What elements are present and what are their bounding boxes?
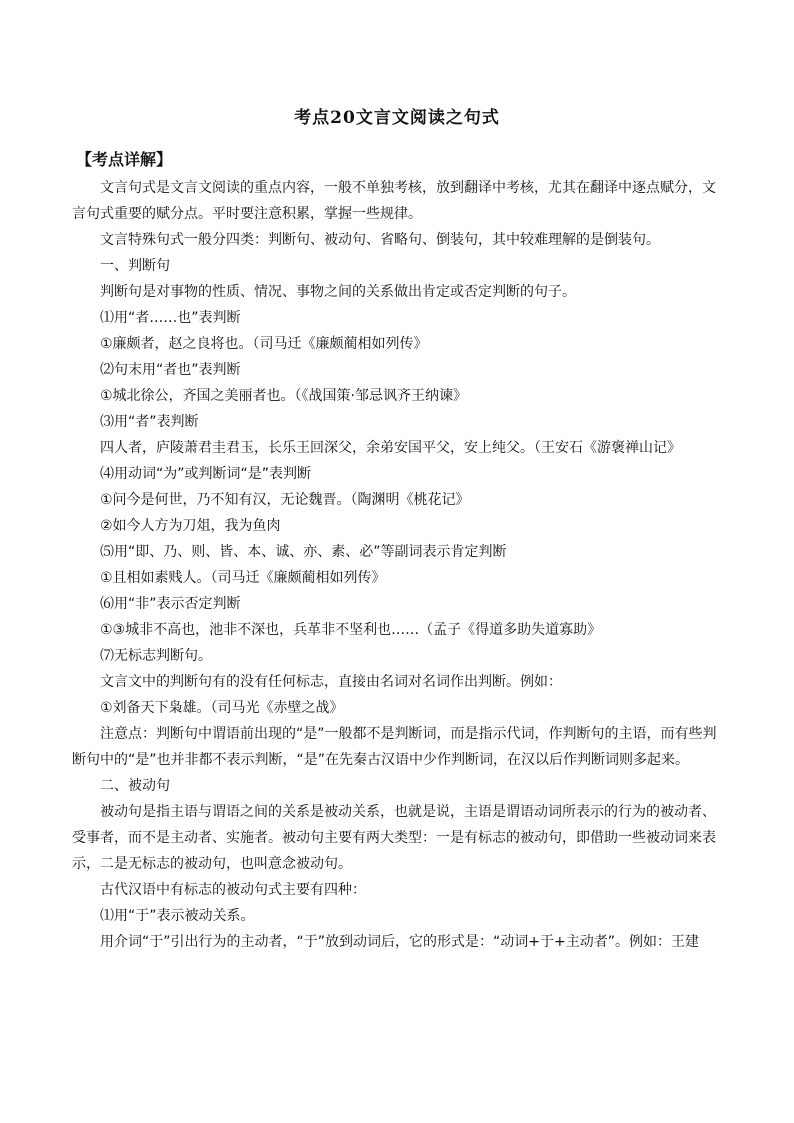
paragraph: ⑷用动词“为”或判断词“是”表判断	[100, 466, 312, 482]
paragraph: ⑸用“即、乃、则、皆、本、诚、亦、素、必”等副词表示肯定判断	[100, 544, 507, 560]
paragraph: 文言句式是文言文阅读的重点内容，一般不单独考核，放到翻译中考核，尤其在翻译中逐点赋分，文言句式重要的赋分点。平时要注意积累，掌握一些规律。	[72, 180, 716, 222]
paragraph: ⑵句末用“者也”表判断	[100, 362, 241, 378]
paragraph: ①③城非不高也，池非不深也，兵革非不坚利也……（孟子《得道多助失道寡助》	[100, 622, 602, 638]
paragraph: ⑺无标志判断句。	[100, 648, 212, 664]
page-title: 考点20文言文阅读之句式	[294, 108, 500, 128]
paragraph: 一、判断句	[100, 258, 170, 274]
paragraph: 用介词“于”引出行为的主动者，“于”放到动词后，它的形式是：“动词+于+主动者”。例如：王建	[100, 934, 699, 950]
paragraph: 古代汉语中有标志的被动句式主要有四种：	[100, 882, 366, 898]
paragraph: 文言文中的判断句有的没有任何标志，直接由名词对名词作出判断。例如：	[100, 674, 562, 690]
paragraph: 四人者，庐陵萧君圭君玉，长乐王回深父，余弟安国平父，安上纯父。（王安石《游褒禅山记》	[100, 440, 681, 456]
body-content	[72, 175, 724, 955]
paragraph: 判断句是对事物的性质、情况、事物之间的关系做出肯定或否定判断的句子。	[100, 284, 576, 300]
paragraph: ①问今是何世，乃不知有汉，无论魏晋。（陶渊明《桃花记》	[100, 492, 470, 508]
paragraph: 文言特殊句式一般分四类：判断句、被动句、省略句、倒装句，其中较难理解的是倒装句。	[100, 232, 660, 248]
paragraph: ②如今人方为刀俎，我为鱼肉	[100, 518, 281, 534]
paragraph: ①城北徐公，齐国之美丽者也。（《战国策·邹忌讽齐王纳谏》	[100, 388, 467, 404]
paragraph: ①廉颇者，赵之良将也。（司马迁《廉颇蔺相如列传》	[100, 336, 428, 352]
paragraph: 二、被动句	[100, 778, 170, 794]
paragraph: ⑴用“者……也”表判断	[100, 310, 241, 326]
paragraph: ①刘备天下枭雄。（司马光《赤壁之战》	[100, 700, 344, 716]
paragraph: ⑹用“非”表示否定判断	[100, 596, 241, 612]
paragraph: 注意点：判断句中谓语前出现的“是”一般都不是判断词，而是指示代词，作判断句的主语，而有些判断句中的“是”也并非都不表示判断，“是”在先秦古汉语中少作判断词，在汉以后作判断词则多起来。	[72, 726, 717, 768]
section-heading: 【考点详解】	[76, 150, 173, 169]
paragraph: ⑶用“者”表判断	[100, 414, 199, 430]
paragraph: ⑴用“于”表示被动关系。	[100, 908, 255, 924]
paragraph: 被动句是指主语与谓语之间的关系是被动关系，也就是说，主语是谓语动词所表示的行为的被动者、受事者，而不是主动者、实施者。被动句主要有两大类型：一是有标志的被动句，即借助一些被动词来表示，二是无标志的被动句，也叫意念被动句。	[72, 804, 716, 872]
paragraph: ①且相如素贱人。（司马迁《廉颇蔺相如列传》	[100, 570, 386, 586]
